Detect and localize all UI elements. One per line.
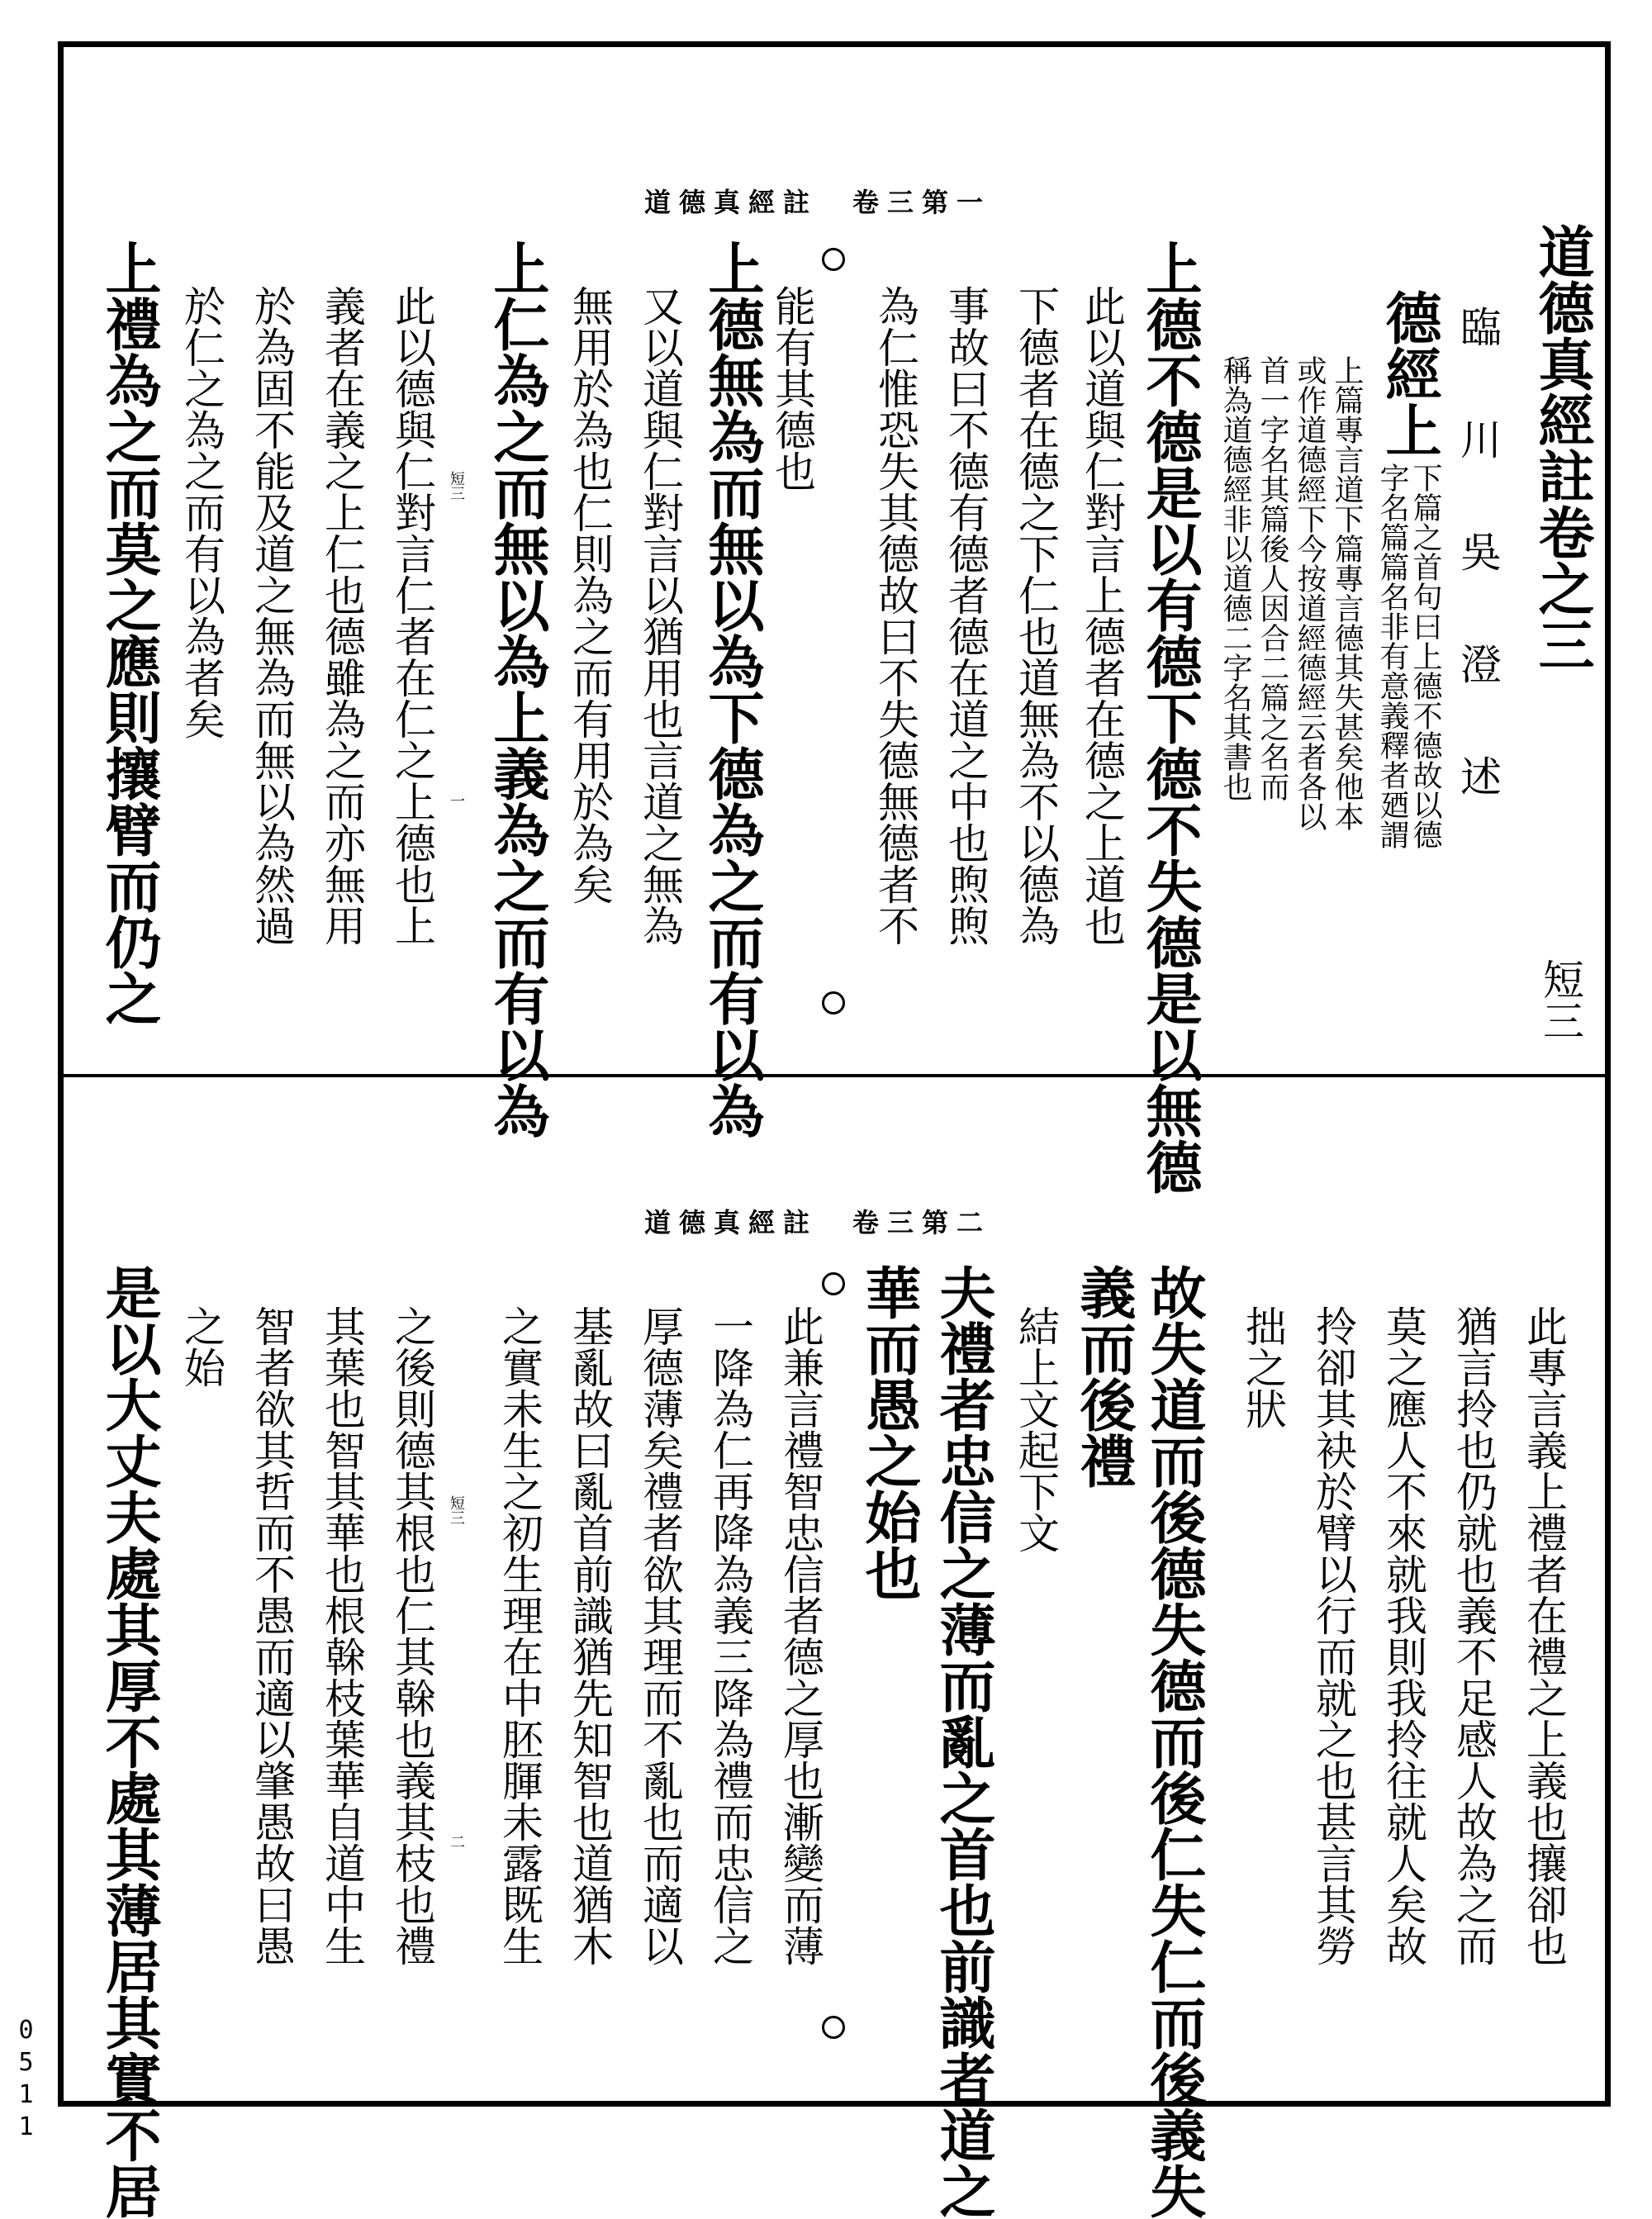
circle-marker (822, 1272, 845, 1295)
upper-col-5: 為仁惟恐失其德故曰不失德無德者不 (871, 285, 919, 946)
lower-col-4: 拎卻其袂於臂以行而就之也甚言其勞 (1309, 1305, 1357, 1966)
lower-col-6: 故失道而後德失德而後仁失仁而後義失 (1141, 1264, 1207, 2219)
upper-col-8: 又以道與仁對言以猶用也言道之無為 (636, 285, 684, 946)
lower-col-15: 之實未生之初生理在中胚腪未露既生 (496, 1305, 544, 1966)
intro-note-4: 或作道德經下今按道經德經云者各以 (1293, 355, 1327, 831)
lower-col-20: 是以大丈夫處其厚不處其薄居其實不居 (96, 1264, 162, 2219)
upper-col-10: 上仁為之而無以為上義為之而有以為 (484, 240, 550, 1138)
lower-col-5: 拙之狀 (1239, 1305, 1287, 1429)
lower-col-14: 基亂故曰亂首前識猶先知智也道猶木 (566, 1305, 614, 1966)
lower-col-12: 一降為仁再降為義三降為禮而忠信之 (706, 1305, 754, 1966)
intro-note-1: 下篇之首句曰上德不德故以德 (1408, 463, 1442, 849)
upper-col-15: 上禮為之而莫之應則攘臂而仍之 (96, 240, 162, 1026)
lower-col-18: 智者欲其哲而不愚而適以肇愚故曰愚 (248, 1305, 296, 1966)
upper-col-11: 此以德與仁對言仁者在仁之上德也上 (388, 285, 436, 946)
lower-col-11: 此兼言禮智忠信者德之厚也漸變而薄 (776, 1305, 824, 1966)
upper-col-4: 事故曰不德有德者德在道之中也煦煦 (942, 285, 990, 946)
upper-col-1: 上德不德是以有德下德不失德是以無德 (1137, 240, 1203, 1195)
circle-marker (822, 2016, 845, 2039)
circle-marker (822, 248, 845, 271)
page-divider (58, 1074, 1611, 1077)
margin-mark: 短三 (448, 1495, 465, 1525)
margin-mark: 二 (448, 1834, 465, 1849)
margin-mark: 一 (448, 793, 465, 808)
lower-header: 道德真經註 卷三第二 (644, 1207, 992, 1238)
volume-title: 道德真經註卷之三 (1529, 223, 1595, 672)
lower-col-9: 夫禮者忠信之薄而亂之首也前識者道之 (930, 1264, 996, 2219)
lower-col-13: 厚德薄矣禮者欲其理而不亂也而適以 (636, 1305, 684, 1966)
lower-col-7: 義而後禮 (1070, 1264, 1137, 1489)
lower-col-3: 莫之應人不來就我則我拎往就人矣故 (1379, 1305, 1427, 1966)
lower-col-17: 其葉也智其華也根榦枝葉華自道中生 (318, 1305, 366, 1966)
intro-note-2: 字名篇篇名非有意義釋者廼謂 (1375, 463, 1409, 849)
page-number: 0511 (12, 2016, 40, 2145)
upper-col-14: 於仁之為之而有以為者矣 (178, 285, 225, 739)
page-mark: 短三 (1536, 958, 1584, 1041)
upper-col-7: 上德無為而無以為下德為之而有以為 (699, 240, 765, 1138)
upper-header: 道德真經註 卷三第一 (644, 187, 992, 218)
author-line: 臨 川 吳 澄 述 (1454, 306, 1502, 811)
upper-col-2: 此以道與仁對言上德者在德之上道也 (1078, 285, 1126, 946)
intro-note-3: 上篇專言道下篇專言德其失甚矣他本 (1330, 355, 1364, 831)
lower-col-8: 結上文起下文 (1012, 1305, 1060, 1553)
margin-mark: 短三 (448, 471, 465, 501)
lower-col-10: 華而愚之始也 (856, 1264, 922, 1601)
lower-col-2: 猶言拎也仍就也義不足感人故為之而 (1450, 1305, 1498, 1966)
intro-note-5: 首一字名其篇後人因合二篇之名而 (1256, 355, 1289, 801)
upper-col-6: 能有其德也 (768, 285, 816, 492)
upper-col-13: 於為固不能及道之無為而無以為然過 (248, 285, 296, 946)
upper-col-12: 義者在義之上仁也德雖為之而亦無用 (318, 285, 366, 946)
circle-marker (822, 991, 845, 1014)
lower-col-16: 之後則德其根也仁其榦也義其枝也禮 (388, 1305, 436, 1966)
upper-col-9: 無用於為也仁則為之而有用於為矣 (566, 285, 614, 905)
lower-col-19: 之始 (178, 1305, 225, 1388)
section-title: 德經上 (1376, 289, 1442, 458)
lower-col-1: 此專言義上禮者在禮之上義也攘卻也 (1520, 1305, 1568, 1966)
upper-col-3: 下德者在德之下仁也道無為不以德為 (1012, 285, 1060, 946)
intro-note-6: 稱為道德經非以道德二字名其書也 (1218, 355, 1252, 801)
